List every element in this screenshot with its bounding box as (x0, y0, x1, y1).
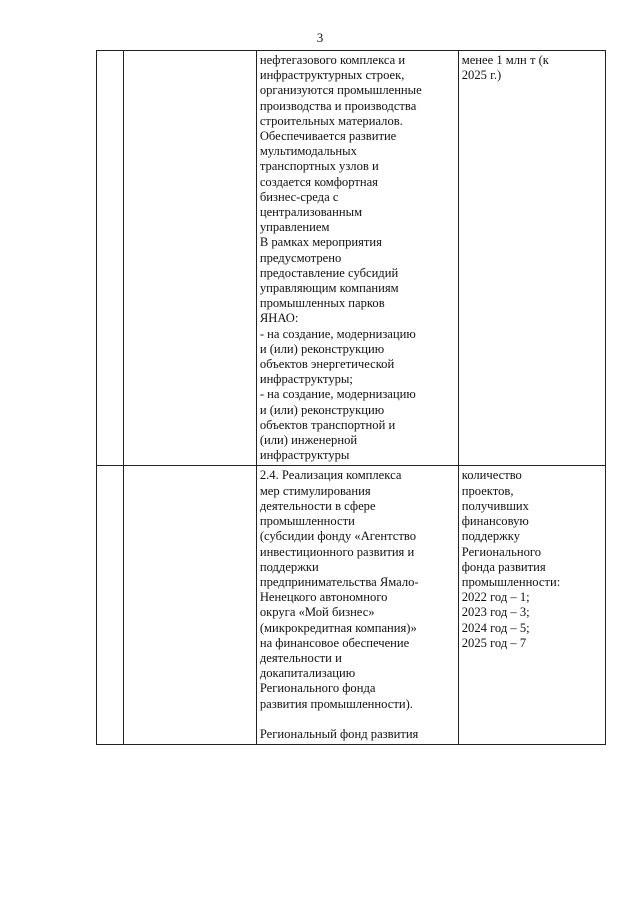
text-line: (субсидии фонду «Агентство (259, 529, 417, 544)
text-line: создается комфортная (259, 174, 378, 189)
text-line: финансовую (461, 514, 529, 529)
text-line: ЯНАО: (259, 311, 299, 326)
text-line: инфраструктурных строек, (259, 68, 405, 83)
number-cell (97, 466, 124, 744)
text-line: мультимодальных (259, 144, 357, 159)
text-line: предоставление субсидий (259, 265, 399, 280)
text-line: - на создание, модернизацию (259, 326, 416, 341)
text-line: - на создание, модернизацию (259, 387, 416, 402)
paragraph-gap (260, 712, 455, 727)
text-line: бизнес-среда с (259, 189, 339, 204)
indicator-cell (458, 51, 605, 466)
text-line: 2025 г.) (461, 68, 502, 83)
text-line: фонда развития (461, 559, 546, 574)
text-line: нефтегазового комплекса и (259, 53, 406, 67)
text-line: деятельности и (259, 650, 342, 665)
page-number: 3 (316, 30, 324, 45)
text-line: промышленности: (461, 574, 561, 589)
name-cell (124, 51, 257, 466)
text-line: менее 1 млн т (к (461, 53, 549, 67)
text-line: В рамках мероприятия (259, 235, 382, 250)
text-line: получивших (461, 498, 529, 513)
text-line: управляющим компаниям (259, 281, 399, 296)
program-table (96, 50, 606, 745)
text-line: Ненецкого автономного (259, 590, 388, 605)
text-line: инвестиционного развития и (259, 544, 415, 559)
text-line: производства и производства (259, 98, 417, 113)
text-line: мер стимулирования (259, 483, 371, 498)
text-line: округа «Мой бизнес» (259, 605, 375, 620)
text-line: и (или) реконструкцию (259, 341, 385, 356)
text-line: деятельности в сфере (259, 498, 376, 513)
description-cell (256, 51, 458, 466)
text-line: (микрокредитная компания)» (259, 620, 417, 635)
table-row (97, 51, 606, 466)
number-cell (97, 51, 124, 466)
text-line: и (или) реконструкцию (259, 402, 385, 417)
text-line: централизованным (259, 205, 363, 220)
text-line: развития промышленности). (259, 696, 413, 711)
text-line: Регионального фонда (259, 681, 376, 696)
text-line: 2022 год – 1; (461, 590, 530, 605)
text-line: проектов, (461, 483, 514, 498)
text-line: поддержки (259, 559, 319, 574)
text-line: (или) инженерной (259, 433, 358, 448)
indicator-cell (458, 466, 605, 744)
text-line: инфраструктуры; (259, 372, 353, 387)
text-line: промышленности (259, 514, 355, 529)
text-line: Региональный фонд развития (259, 726, 419, 741)
text-line: докапитализацию (259, 666, 356, 681)
text-line: Обеспечивается развитие (259, 129, 397, 144)
text-line: предусмотрено (259, 250, 342, 265)
name-cell (124, 466, 257, 744)
text-line: предпринимательства Ямало- (259, 574, 419, 589)
text-line: количество (461, 468, 522, 483)
text-line: поддержку (461, 529, 521, 544)
text-line: транспортных узлов и (259, 159, 379, 174)
description-cell (256, 466, 458, 744)
text-line: управлением (259, 220, 330, 235)
text-line: объектов энергетической (259, 357, 395, 372)
text-line: на финансовое обеспечение (259, 635, 410, 650)
text-line: Регионального (461, 544, 542, 559)
text-line: 2023 год – 3; (461, 605, 530, 620)
text-line: 2024 год – 5; (461, 620, 530, 635)
table-row (97, 466, 606, 744)
text-line: 2025 год – 7 (461, 635, 527, 650)
text-line: объектов транспортной и (259, 417, 396, 432)
text-line: организуются промышленные (259, 83, 422, 98)
text-line: 2.4. Реализация комплекса (259, 468, 402, 483)
text-line: инфраструктуры (259, 448, 350, 463)
text-line: строительных материалов. (259, 113, 403, 128)
text-line: промышленных парков (259, 296, 385, 311)
